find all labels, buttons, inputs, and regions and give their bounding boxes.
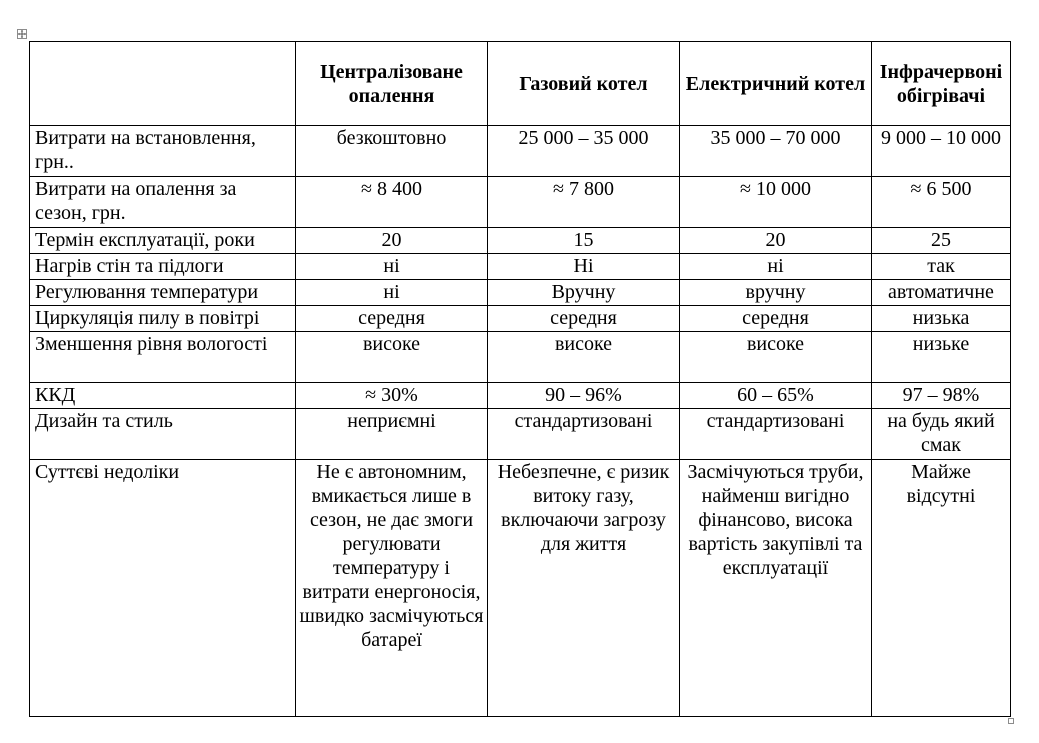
table-cell: середня (488, 306, 680, 332)
table-cell: 9 000 – 10 000 (872, 126, 1011, 177)
row-label: Витрати на встановлення, грн.. (30, 126, 296, 177)
table-cell: Небезпечне, є ризик витоку газу, включаючи загрозу для життя (488, 460, 680, 717)
table-cell: так (872, 254, 1011, 280)
header-cell-central-heating: Централізоване опалення (296, 42, 488, 126)
table-row (30, 280, 1011, 306)
table-row (30, 228, 1011, 254)
row-label: Зменшення рівня вологості (30, 332, 296, 383)
header-cell-empty (30, 42, 296, 126)
table-cell: Не є автономним, вмикається лише в сезон, не дає змоги регулювати температуру і витрати енергоносія, швидко засмічуються батареї (296, 460, 488, 717)
table-cell: середня (680, 306, 872, 332)
table-row (30, 332, 1011, 383)
table-cell: ≈ 6 500 (872, 177, 1011, 228)
table-cell: стандартизовані (488, 409, 680, 460)
table-cell: 25 000 – 35 000 (488, 126, 680, 177)
row-label: Суттєві недоліки (30, 460, 296, 717)
table-cell: Майже відсутні (872, 460, 1011, 717)
row-label: Дизайн та стиль (30, 409, 296, 460)
table-cell: ≈ 30% (296, 383, 488, 409)
table-cell: Засмічуються труби, найменш вигідно фінансово, висока вартість закупівлі та експлуатації (680, 460, 872, 717)
table-cell: 20 (296, 228, 488, 254)
table-row (30, 383, 1011, 409)
table-cell: 90 – 96% (488, 383, 680, 409)
table-cell: 15 (488, 228, 680, 254)
heating-comparison-table (29, 41, 1011, 717)
table-row (30, 306, 1011, 332)
table-cell: ≈ 8 400 (296, 177, 488, 228)
table-row (30, 254, 1011, 280)
table-resize-handle-icon[interactable] (1008, 718, 1014, 724)
table-cell: вручну (680, 280, 872, 306)
row-label: Регулювання температури (30, 280, 296, 306)
table-cell: стандартизовані (680, 409, 872, 460)
table-cell: Ні (488, 254, 680, 280)
table-cell: ≈ 10 000 (680, 177, 872, 228)
table-cell: автоматичне (872, 280, 1011, 306)
table-cell: Вручну (488, 280, 680, 306)
table-cell: ні (296, 280, 488, 306)
table-row (30, 460, 1011, 717)
row-label: Нагрів стін та підлоги (30, 254, 296, 280)
table-row (30, 409, 1011, 460)
header-cell-gas-boiler: Газовий котел (488, 42, 680, 126)
table-cell: 60 – 65% (680, 383, 872, 409)
table-cell: 25 (872, 228, 1011, 254)
row-label: Термін експлуатації, роки (30, 228, 296, 254)
table-row (30, 177, 1011, 228)
table-cell: високе (680, 332, 872, 383)
table-cell: на будь який смак (872, 409, 1011, 460)
table-cell: ні (680, 254, 872, 280)
table-cell: високе (488, 332, 680, 383)
table-cell: середня (296, 306, 488, 332)
header-cell-infrared-heaters: Інфрачервоні обігрівачі (872, 42, 1011, 126)
table-cell: високе (296, 332, 488, 383)
table-cell: ні (296, 254, 488, 280)
table-cell: ≈ 7 800 (488, 177, 680, 228)
table-cell: низьке (872, 332, 1011, 383)
row-label: ККД (30, 383, 296, 409)
table-cell: 97 – 98% (872, 383, 1011, 409)
header-cell-electric-boiler: Електричний котел (680, 42, 872, 126)
table-cell: неприємні (296, 409, 488, 460)
table-row (30, 126, 1011, 177)
table-cell: 20 (680, 228, 872, 254)
table-header-row (30, 42, 1011, 126)
row-label: Циркуляція пилу в повітрі (30, 306, 296, 332)
table-cell: низька (872, 306, 1011, 332)
table-move-handle-icon[interactable] (17, 29, 27, 39)
table-cell: 35 000 – 70 000 (680, 126, 872, 177)
table-cell: безкоштовно (296, 126, 488, 177)
row-label: Витрати на опалення за сезон, грн. (30, 177, 296, 228)
